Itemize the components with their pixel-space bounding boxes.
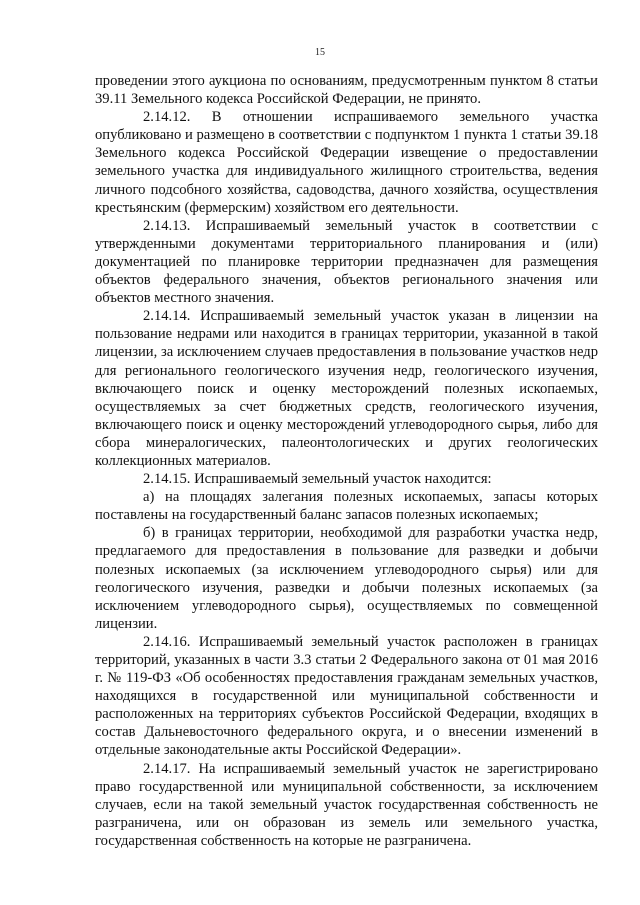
paragraph-2-14-15-b: б) в границах территории, необходимой для разработки участка недр, предлагаемого для предоставления в пользование для разведки и добычи полезных ископаемых (за исключением углеводородного сырья) или для геологического изучения, разведки и добычи полезных ископаемых (за исключением углеводородного сырья), осуществляемых по совмещенной лицензии.	[95, 525, 598, 632]
paragraph-2-14-15-a: а) на площадях залегания полезных ископаемых, запасы которых поставлены на государственный баланс запасов полезных ископаемых;	[95, 489, 598, 524]
paragraph-2-14-17: 2.14.17. На испрашиваемый земельный участок не зарегистрировано право государственной или муниципальной собственности, за исключением случаев, если на такой земельный участок государственная собственность не разграничена, или он образован из земель или земельного участка, государственная собственность на которые не разграничена.	[95, 760, 598, 849]
page-number: 15	[315, 47, 325, 58]
paragraph-2-14-12: 2.14.12. В отношении испрашиваемого земельного участка опубликовано и размещено в соответствии с подпунктом 1 пункта 1 статьи 39.18 Земельного кодекса Российской Федерации извещение о предоставлении земельного участка для индивидуального жилищного строительства, ведения личного подсобного хозяйства, садоводства, дачного хозяйства, осуществления крестьянским (фермерским) хозяйством его деятельности.	[95, 109, 598, 216]
paragraph-2-14-15: 2.14.15. Испрашиваемый земельный участок находится:	[143, 471, 492, 488]
paragraph-2-14-14: 2.14.14. Испрашиваемый земельный участок указан в лицензии на пользование недрами или находится в границах территории, указанной в такой лицензии, за исключением случаев предоставления в пользование участков недр для регионального геологического изучения недр, геологического изучения, включающего поиск и оценку месторождений полезных ископаемых, осуществляемых за счет бюджетных средств, геологического изучения, включающего поиск и оценку месторождений углеводородного сырья, либо для сбора минералогических, палеонтологических и других геологических коллекционных материалов.	[95, 308, 598, 469]
paragraph-continuation: проведении этого аукциона по основаниям, предусмотренным пунктом 8 статьи 39.11 Земельного кодекса Российской Федерации, не принято.	[95, 73, 598, 108]
paragraph-2-14-16: 2.14.16. Испрашиваемый земельный участок расположен в границах территорий, указанных в части 3.3 статьи 2 Федерального закона от 01 мая 2016 г. № 119-ФЗ «Об особенностях предоставления гражданам земельных участков, находящихся в государственной или муниципальной собственности и расположенных на территориях субъектов Российской Федерации, входящих в состав Дальневосточного федерального округа, и о внесении изменений в отдельные законодательные акты Российской Федерации».	[95, 633, 598, 759]
paragraph-2-14-13: 2.14.13. Испрашиваемый земельный участок в соответствии с утвержденными документами территориального планирования и (или) документацией по планировке территории предназначен для размещения объектов федерального значения, объектов регионального значения или объектов местного значения.	[95, 217, 598, 307]
document-body	[95, 72, 598, 850]
